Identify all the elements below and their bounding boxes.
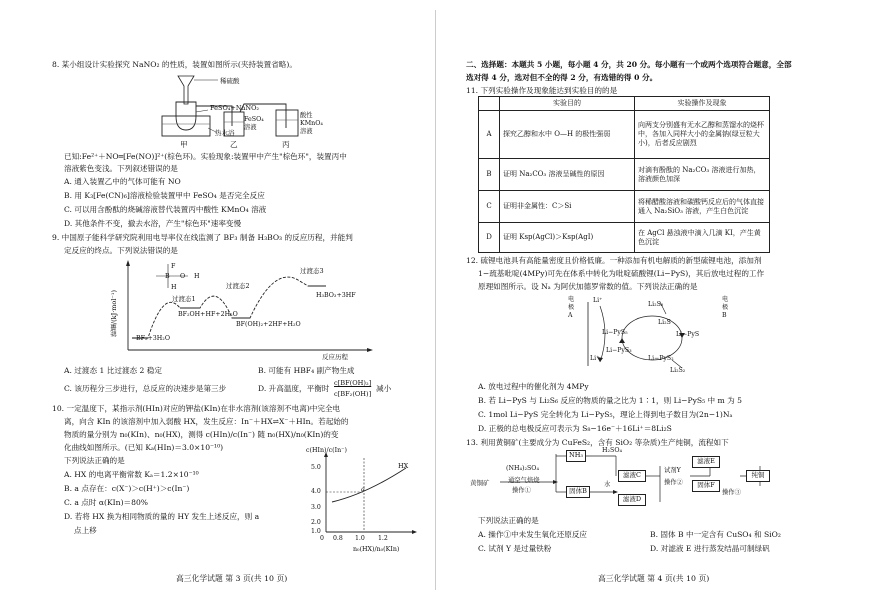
q13-stem-2: 下列说法正确的是 [478, 516, 539, 525]
q9-option-a: A. 过渡态 1 比过渡态 2 稳定 [64, 366, 162, 375]
q10-xtick: 0 [320, 535, 324, 542]
q13-option-a: A. 操作①中未发生氧化还原反应 [478, 530, 588, 539]
q12-species: Li₂S₂ [670, 367, 686, 374]
table-row [479, 191, 770, 223]
q12-species: Li−PyS [676, 331, 700, 338]
q13-option-c: C. 试剂 Y 是过量铁粉 [478, 544, 552, 553]
q9-energy-profile [108, 258, 378, 366]
q9-state-0: BF₃+3H₂O [136, 335, 170, 342]
label-yi: 乙 [230, 140, 238, 149]
q8-stem: 8. 某小组设计实验探究 NaNO₂ 的性质，装置如图所示(夹持装置省略)。 [52, 60, 297, 69]
page-footer-left: 高三化学试题 第 3 页(共 10 页) [176, 574, 288, 583]
q11-stem: 11. 下列实验操作及现象能达到实验目的的是 [466, 86, 618, 95]
page-footer-right: 高三化学试题 第 4 页(共 10 页) [598, 574, 710, 583]
q9-xlabel: 反应历程 [322, 353, 348, 361]
table-cell: 将稀醋酸溶液和碳酸钙反应后的气体直接通入 Na₂SiO₃ 溶液，产生白色沉淀 [635, 191, 770, 223]
label-dilute-sulfuric: 稀硫酸 [220, 77, 240, 85]
label-tube-c: 酸性KMnO₄溶液 [300, 112, 323, 135]
table-header-cell: 实验目的 [500, 97, 635, 111]
q9-mol-h2: H [171, 284, 177, 291]
q10-option-d-2: 点上移 [74, 526, 97, 535]
q13-box-nh3: NH₃ [566, 450, 586, 462]
q13-op1: 通空气焙烧 [508, 477, 540, 484]
q13-op3: 操作③ [722, 489, 741, 496]
q9-option-b: B. 可能有 HBF₄ 副产物生成 [258, 366, 355, 375]
q9-mol-b: B [165, 273, 170, 280]
q10-ytick: 3.0 [311, 504, 321, 511]
q10-option-d: D. 若将 HX 换为相同物质的量的 HY 发生上述反应，则 a [64, 512, 260, 521]
q9-mol-h: H [194, 273, 200, 280]
q9-ylabel: 能量/(kJ·mol⁻¹) [110, 290, 118, 338]
q12-species: Li−PyS₂ [648, 355, 674, 362]
q13-h2so4: H₂SO₄ [602, 447, 623, 454]
q9-mol-f: F [171, 263, 176, 270]
q10-line-3: 物质的量分别为 n₀(KIn)、n₀(HX)，测得 c(HIn)/c(In⁻) 随 n₀(HX)/n₀(KIn)的变 [64, 430, 339, 439]
q9-ts2-label: 过渡态2 [226, 282, 250, 290]
q13-box-solid-b: 固体B [566, 486, 590, 498]
q12-electrode-b: 电极B [722, 296, 729, 319]
q8-option-a: A. 通入装置乙中的气体可能有 NO [64, 177, 181, 186]
q13-stem: 13. 利用黄铜矿(主要成分为 CuFeS₂，含有 SiO₂ 等杂质)生产纯铜，流程如下 [466, 438, 729, 447]
q10-curve-label: HX [398, 462, 409, 470]
q12-species: Li₂S₆ [648, 301, 664, 308]
q10-ytick: 5.0 [311, 464, 321, 471]
table-cell: C [479, 191, 500, 223]
q9-ts1-label: 过渡态1 [172, 295, 196, 303]
q10-ytick: 4.0 [311, 488, 321, 495]
q9-stem-2: 定反应的终点。下列说法错误的是 [64, 246, 178, 255]
label-jia: 甲 [180, 140, 188, 149]
q9-state-3: H₃BO₃+3HF [316, 292, 356, 299]
table-cell: 在 AgCl 悬浊液中滴入几滴 KI，产生黄色沉淀 [635, 223, 770, 253]
table-row [479, 223, 770, 253]
table-cell: 证明 Na₂CO₃ 溶液呈碱性的原因 [500, 159, 635, 191]
q10-line-2: 离，向含 KIn 的该溶剂中加入弱酸 HX，发生反应：In⁻＋HX⇌X⁻＋HIn。若起始的 [64, 417, 349, 426]
q10-line-4: 化曲线如图所示。(已知 Kₐ(HIn)＝3.0×10⁻¹⁰) [64, 443, 224, 452]
table-cell: 向两支分别盛有无水乙醇和蒸馏水的烧杯中，各加入同样大小的金属钠(绿豆粒大小)，后者反应剧烈 [635, 111, 770, 159]
q9-mol-o: O [180, 273, 186, 280]
q10-xtick: 0.8 [333, 535, 343, 542]
q13-op1-label: 操作① [512, 487, 531, 494]
q9-ratio-numerator: c[BF(OH)₂] [334, 379, 372, 387]
q12-li-ion-top: Li⁺ [593, 297, 603, 304]
q12-line-1: 12. 硫锂电池具有高能量密度且价格低廉。一种添加有机电解质的新型硫锂电池，添加剂 [466, 256, 762, 265]
table-row [479, 159, 770, 191]
section-header: 二、选择题：本题共 5 小题，每小题 4 分，共 20 分。每小题有一个或两个选项符合题意，全部 [466, 60, 792, 69]
table-cell: B [479, 159, 500, 191]
table-cell: D [479, 223, 500, 253]
q10-chart-ylabel: c(HIn)/c(In⁻) [306, 447, 347, 454]
q10-xtick: 1.2 [378, 535, 388, 542]
q10-line-1: 10. 一定温度下，某指示剂(HIn)对应的钾盐(KIn)在非水溶剂(该溶剂不电离)中完全电 [52, 404, 341, 413]
q10-option-c: C. a 点时 α(KIn)＝80% [64, 498, 148, 507]
q8-given: 已知:Fe²⁺＋NO═[Fe(NO)]²⁺(棕色环)。实验现象:装置甲中产生"棕色环"，装置丙中 [64, 152, 347, 161]
q9-option-d: D. 升高温度，平衡时 [258, 384, 330, 393]
q12-line-3: 原理如图所示。设 Nₐ 为阿伏加德罗常数的值。下列说法正确的是 [478, 282, 698, 291]
q8-given-2: 溶液紫色变浅。下列叙述错误的是 [64, 164, 178, 173]
label-bing: 丙 [282, 140, 290, 149]
section-header-2: 选对得 4 分，选对但不全的得 2 分，有选错的得 0 分。 [466, 73, 658, 82]
q12-option-a: A. 放电过程中的催化剂为 4MPy [478, 382, 589, 391]
q12-option-c: C. 1mol Li−PyS 完全转化为 Li−PyS₅，理论上得到电子数目为(2n−1)Nₐ [478, 410, 733, 419]
table-header-cell: 实验操作及现象 [635, 97, 770, 111]
q10-line-5: 下列说法正确的是 [64, 456, 125, 465]
label-tube-b: FeSO₄溶液 [244, 116, 264, 131]
q9-state-1: BF₂OH+HF+2H₂O [178, 311, 238, 318]
q10-option-b: B. a 点存在：c(X⁻)＞c(H⁺)＞c(In⁻) [64, 484, 190, 493]
q13-box-filtrate-e: 滤液E [692, 456, 720, 468]
q12-species: Li−PyS₅ [602, 329, 628, 336]
q13-box-filtrate-c: 滤液C [618, 470, 646, 482]
q12-electrode-a: 电极A [568, 296, 575, 319]
q12-li-ion-bottom: Li⁺ [590, 355, 600, 362]
label-flask-reagent: FeSO₄+NaNO₂ [210, 104, 260, 112]
q9-state-2: BF(OH)₂+2HF+H₂O [236, 321, 301, 328]
q9-option-c: C. 该历程分三步进行，总反应的决速步是第三步 [64, 384, 227, 393]
table-cell: 证明 Ksp(AgCl)＞Ksp(AgI) [500, 223, 635, 253]
table-header-row [479, 97, 770, 111]
q13-op2: 操作② [664, 479, 683, 486]
q10-chart-xlabel: n₀(HX)/n₀(KIn) [353, 546, 400, 553]
q12-option-b: B. 若 Li−PyS 与 Li₂S₆ 反应的物质的量之比为 1∶1，则 Li−PyS₅ 中 m 为 5 [478, 396, 743, 405]
table-cell: 探究乙醇和水中 O—H 的极性强弱 [500, 111, 635, 159]
q9-ts3-label: 过渡态3 [300, 267, 324, 275]
q12-species: Li−PyS₃ [606, 347, 632, 354]
q12-option-d: D. 正极的总电极反应可表示为 S₈−16e⁻＋16Li⁺＝8Li₂S [478, 424, 672, 433]
q8-option-b: B. 用 K₃[Fe(CN)₆]溶液检验装置甲中 FeSO₄ 是否完全反应 [64, 191, 265, 200]
q13-option-d: D. 对滤液 E 进行蒸发结晶可制绿矾 [650, 544, 770, 553]
q8-option-c: C. 可以用含酚酞的烧碱溶液替代装置丙中酸性 KMnO₄ 溶液 [64, 205, 267, 214]
q11-table [478, 96, 770, 253]
q9-ratio-denominator: c[BF₂(OH)] [334, 390, 372, 398]
q8-option-d: D. 其他条件不变，撤去水浴，产生"棕色环"速率变慢 [64, 219, 242, 228]
q13-reagent-y: 试剂Y [664, 467, 681, 474]
table-row [479, 111, 770, 159]
table-cell: 对滴有酚酞的 Na₂CO₃ 溶液进行加热，溶液颜色加深 [635, 159, 770, 191]
label-water-bath: 热水浴 [215, 129, 235, 137]
q13-water: 水 [604, 481, 611, 488]
q13-ore: 黄铜矿 [470, 479, 490, 487]
q13-box-pure-copper: 纯铜 [746, 470, 770, 482]
q13-reagent: (NH₄)₂SO₄ [506, 465, 539, 472]
q10-ytick: 2.0 [311, 519, 321, 526]
q10-xtick: 1.0 [355, 535, 365, 542]
column-divider [435, 10, 436, 590]
q12-species: Li₂S [658, 319, 671, 326]
table-cell: A [479, 111, 500, 159]
q13-box-filtrate-d: 滤液D [618, 494, 646, 506]
table-cell: 证明非金属性：C＞Si [500, 191, 635, 223]
q10-ytick: 1.0 [311, 528, 321, 535]
q13-option-b: B. 固体 B 中一定含有 CuSO₄ 和 SiO₂ [650, 530, 781, 539]
table-header-cell [479, 97, 500, 111]
q9-option-d-end: 减小 [376, 384, 392, 393]
q13-box-solid-f: 固体F [692, 480, 720, 492]
q12-line-2: 1−巯基吡啶(4MPy)可先在体系中转化为吡啶硫酸锂(Li−PyS)，其后放电过程的工作 [478, 269, 765, 278]
q10-option-a: A. HX 的电离平衡常数 Kₐ＝1.2×10⁻¹⁰ [64, 470, 199, 479]
q10-point-a: a [361, 485, 365, 493]
q9-stem: 9. 中国原子能科学研究院利用电导率仪在线监测了 BF₃ 制备 H₃BO₃ 的反应历程，并能判 [52, 233, 353, 242]
